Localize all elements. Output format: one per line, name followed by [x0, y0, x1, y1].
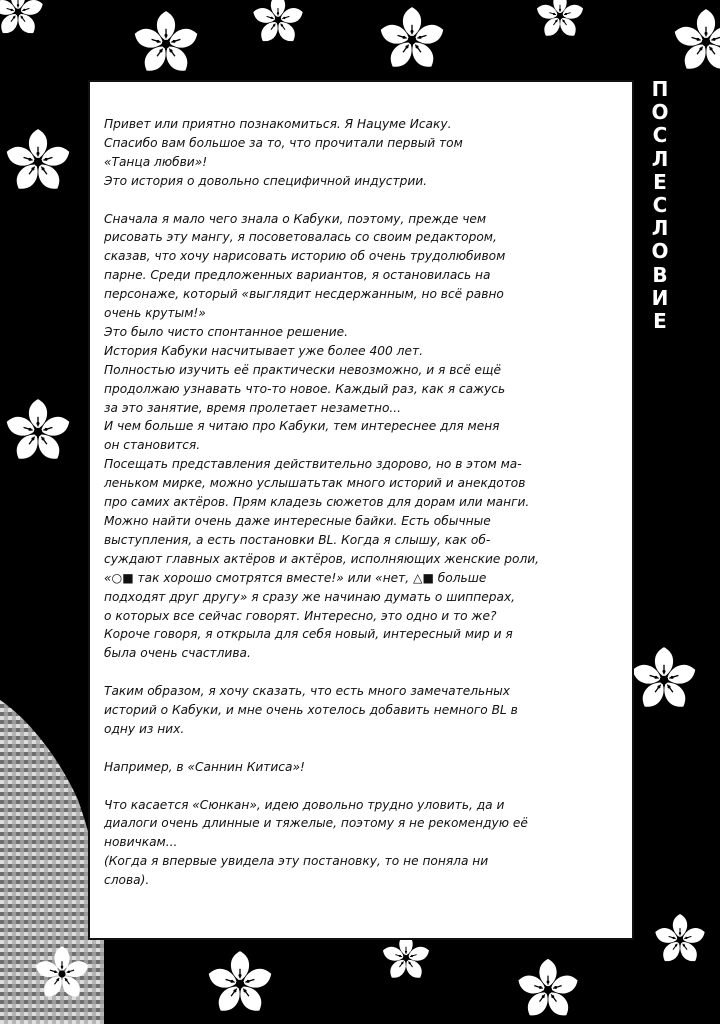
letter-paragraph-shunkan: Что касается «Сюнкан», идею довольно трудно уловить, да и диалоги очень длинные и тяжелые, поэтому я не рекомендую её новичкам... (Когда я впервые увидела эту постановку, то не поняла ни слова). [104, 797, 528, 888]
page-title-vertical: П О С Л Е С Л О В И Е [651, 77, 669, 334]
letter-paragraph-conclusion: Таким образом, я хочу сказать, что есть много замечательных историй о Кабуки, и мне очень хотелось добавить немного BL в одну из них. [104, 684, 518, 736]
letter-paragraph-intro: Привет или приятно познакомиться. Я Нацуме Исаку. Спасибо вам большое за то, что прочитали первый том «Танца любви»! Это история о довольно специфичной индустрии. [104, 117, 463, 188]
letter-paragraph-example: Например, в «Саннин Китиса»! [104, 759, 305, 774]
letter-paragraph-kabuki: Сначала я мало чего знала о Кабуки, поэтому, прежде чем рисовать эту мангу, я посоветовалась со своим редактором, сказав, что хочу нарисовать историю об очень трудолюбивом парне. Среди предложенных вариантов, я остановилась на персонаже, который «выглядит несдержанным, но всё равно очень крутым!» Это было чисто спонтанное решение. История Кабуки насчитывает уже более 400 лет. Полностью изучить её практически невозможно, и я всё ещё продолжаю узнавать что-то новое. Каждый раз, как я сажусь за это занятие, время пролетает незаметно... И чем больше я читаю про Кабуки, тем интереснее для меня он становится. Посещать представления действительно здорово, но в этом ма- леньком мирке, можно услышатьтак много историй и анекдотов про самих актёров. Прям кладезь сюжетов для дорам или манги. Можно найти очень даже интересные байки. Есть обычные выступления, а есть постановки BL. Когда я слышу, как об- суждают главных актёров и актёров, исполняющих женские роли, «○■ так хорошо смотрятся вместе!» или «нет, △■ больше подходят друг другу» я сразу же начинаю думать о шипперах, о которых все сейчас говорят. Интересно, это одно и то же? Короче говоря, я открыла для себя новый, интересный мир и я была очень счастлива. [104, 211, 540, 661]
afterword-letter-text [104, 115, 628, 890]
